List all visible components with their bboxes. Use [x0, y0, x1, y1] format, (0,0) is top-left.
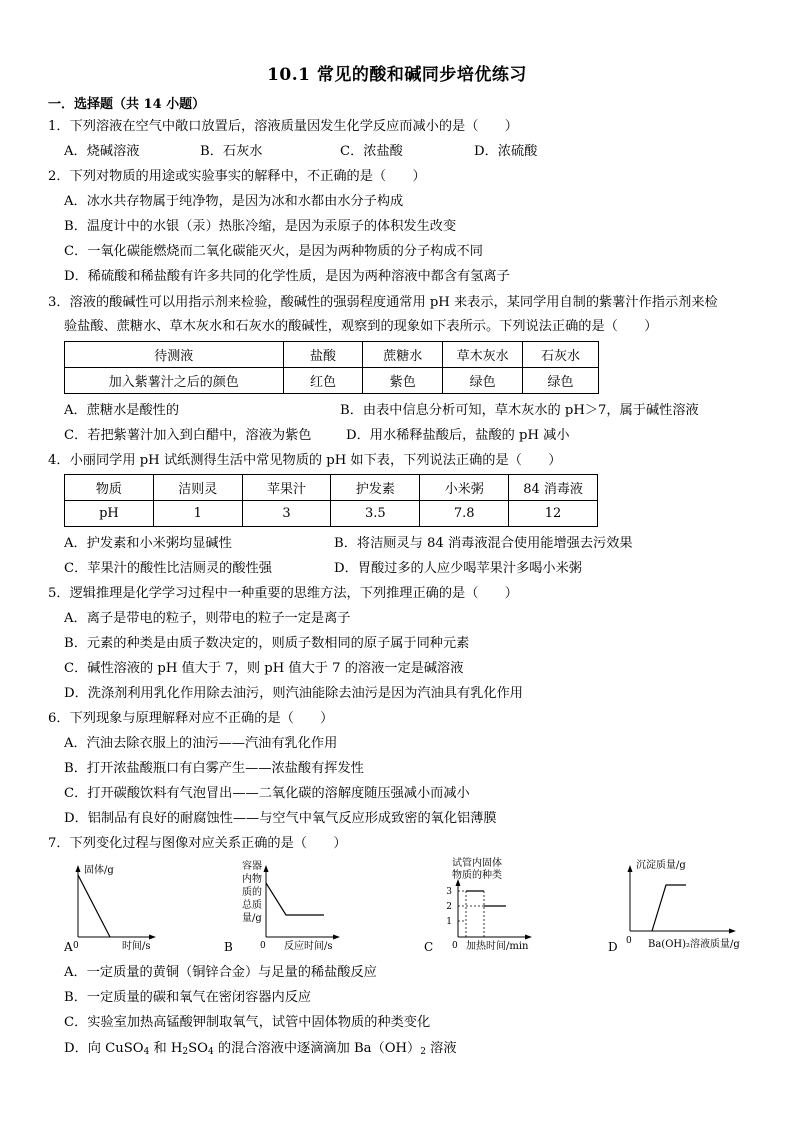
table-cell: 盐酸: [283, 342, 363, 368]
table-cell: 84 消毒液: [509, 475, 598, 501]
table-row: [65, 368, 599, 394]
question-1-stem: 1．下列溶液在空气中敞口放置后，溶液质量因发生化学反应而减小的是（ ）: [48, 119, 518, 134]
subscript: 2: [182, 1047, 189, 1057]
table-cell: 红色: [283, 368, 363, 394]
q3-option-b[interactable]: B．由表中信息分析可知，草木灰水的 pH＞7，属于碱性溶液: [340, 403, 699, 418]
q4-option-c[interactable]: C．苹果汁的酸性比洁厕灵的酸性强: [64, 561, 272, 576]
table-cell: 3: [242, 501, 331, 527]
graph-b: [222, 855, 352, 955]
x-axis-label: Ba(OH)₂溶液质量/g: [648, 939, 740, 950]
curve-line: [78, 875, 110, 937]
q4-option-b[interactable]: B．将洁厕灵与 84 消毒液混合使用能增强去污效果: [334, 536, 633, 551]
q6-option-d[interactable]: D．铝制品有良好的耐腐蚀性——与空气中氧气反应形成致密的氧化铝薄膜: [64, 811, 497, 826]
subscript: 4: [143, 1047, 150, 1057]
curve-line: [266, 883, 324, 915]
table-row: [65, 342, 599, 368]
q1-option-d[interactable]: D．浓硫酸: [474, 144, 538, 159]
x-axis-label: 反应时间/s: [284, 941, 333, 952]
x-axis-arrow: [525, 935, 532, 940]
graph-letter: C: [424, 940, 434, 954]
y-axis-label-line: 质的: [242, 887, 262, 898]
graph-d-svg: [608, 855, 753, 955]
q7-option-d-text: SO: [188, 1041, 208, 1056]
table-row: [65, 501, 598, 527]
q7-option-d-text: 的混合溶液中逐滴滴加 Ba（OH）: [213, 1041, 421, 1056]
y-axis-arrow: [628, 865, 633, 872]
table-cell: 洁则灵: [153, 475, 242, 501]
q6-option-c[interactable]: C．打开碳酸饮料有气泡冒出——二氧化碳的溶解度随压强减小而减小: [64, 786, 470, 801]
graph-a: [64, 855, 184, 955]
q3-option-d[interactable]: D．用水稀释盐酸后，盐酸的 pH 减小: [346, 428, 570, 443]
q3-option-c[interactable]: C．若把紫薯汁加入到白醋中，溶液为紫色: [64, 428, 312, 443]
table-cell: 绿色: [443, 368, 523, 394]
question-5-stem: 5．逻辑推理是化学学习过程中一种重要的思维方法，下列推理正确的是（ ）: [48, 586, 518, 601]
y-axis-label-line: 容器: [242, 861, 262, 872]
q5-option-b[interactable]: B．元素的种类是由质子数决定的，则质子数相同的原子属于同种元素: [64, 636, 470, 651]
q7-option-b[interactable]: B．一定质量的碳和氧气在密闭容器内反应: [64, 990, 312, 1005]
x-axis-arrow: [333, 935, 340, 940]
y-axis-label: 固体/g: [84, 865, 114, 876]
origin-label: 0: [452, 941, 458, 951]
graph-letter: B: [224, 940, 233, 954]
origin-label: 0: [73, 941, 79, 951]
x-axis-label: 时间/s: [122, 941, 151, 952]
y-axis-label-line: 量/g: [242, 913, 262, 924]
question-7-stem: 7．下列变化过程与图像对应关系正确的是（ ）: [48, 836, 347, 851]
graph-c-svg: [422, 855, 542, 955]
q3-table: [64, 341, 599, 394]
y-axis-label-line: 内物: [242, 874, 262, 885]
q5-option-a[interactable]: A．离子是带电的粒子，则带电的粒子一定是离子: [64, 611, 351, 626]
question-2-stem: 2．下列对物质的用途或实验事实的解释中，不正确的是（ ）: [48, 169, 426, 184]
q6-option-b[interactable]: B．打开浓盐酸瓶口有白雾产生——浓盐酸有挥发性: [64, 761, 364, 776]
q3-option-a[interactable]: A．蔗糖水是酸性的: [64, 403, 180, 418]
table-cell: 紫色: [363, 368, 443, 394]
graph-letter: A: [64, 940, 73, 954]
table-row: [65, 475, 598, 501]
y-axis-label: 沉淀质量/g: [636, 860, 686, 871]
curve-line: [652, 885, 686, 931]
question-3-stem-line1: 3．溶液的酸碱性可以用指示剂来检验，酸碱性的强弱程度通常用 pH 来表示，某同学用自制的紫薯汁作指示剂来检: [48, 295, 718, 310]
q6-option-a[interactable]: A．汽油去除衣服上的油污——汽油有乳化作用: [64, 736, 338, 751]
x-axis-label: 加热时间/min: [466, 941, 529, 952]
q7-option-d-text: D．向 CuSO: [64, 1041, 144, 1056]
page-title: 10.1 常见的酸和碱同步培优练习: [267, 65, 527, 85]
q5-option-d[interactable]: D．洗涤剂利用乳化作用除去油污，则汽油能除去油污是因为汽油具有乳化作用: [64, 686, 523, 701]
subscript: 4: [207, 1047, 214, 1057]
table-cell: 苹果汁: [242, 475, 331, 501]
table-cell: 待测液: [65, 342, 284, 368]
y-axis-label-line: 试管内固体: [452, 858, 502, 869]
table-cell: 护发素: [331, 475, 420, 501]
y-axis-label-line: 总质: [242, 900, 262, 911]
table-cell: 1: [153, 501, 242, 527]
q2-option-b[interactable]: B．温度计中的水银（汞）热胀冷缩，是因为汞原子的体积发生改变: [64, 219, 457, 234]
table-cell: 绿色: [523, 368, 599, 394]
table-cell: pH: [65, 501, 154, 527]
y-axis-label-line: 物质的种类: [452, 870, 502, 881]
q5-option-c[interactable]: C．碱性溶液的 pH 值大于 7，则 pH 值大于 7 的溶液一定是碱溶液: [64, 661, 464, 676]
tick-label: 3: [446, 887, 452, 897]
tick-label: 1: [446, 917, 452, 927]
y-axis-arrow: [76, 865, 81, 872]
section-heading: 一．选择题（共 14 小题）: [48, 97, 206, 112]
q4-option-a[interactable]: A．护发素和小米粥均显碱性: [64, 536, 232, 551]
question-3-stem-line2: 验盐酸、蔗糖水、草木灰水和石灰水的酸碱性，观察到的现象如下表所示。下列说法正确的是（ ）: [64, 319, 658, 334]
q4-table: [64, 474, 598, 527]
subscript: 2: [420, 1047, 426, 1057]
q2-option-a[interactable]: A．冰水共存物属于纯净物，是因为冰和水都由水分子构成: [64, 194, 404, 209]
y-axis-arrow: [264, 865, 269, 872]
q1-option-c[interactable]: C．浓盐酸: [340, 144, 403, 159]
origin-label: 0: [260, 941, 266, 951]
graph-c: [422, 855, 542, 955]
q7-option-d-text: 和 H: [149, 1041, 183, 1056]
table-cell: 3.5: [331, 501, 420, 527]
tick-label: 2: [446, 902, 452, 912]
table-cell: 7.8: [420, 501, 509, 527]
question-6-stem: 6．下列现象与原理解释对应不正确的是（ ）: [48, 711, 334, 726]
q2-option-d[interactable]: D．稀硫酸和稀盐酸有许多共同的化学性质，是因为两种溶液中都含有氢离子: [64, 269, 510, 284]
table-cell: 小米粥: [420, 475, 509, 501]
x-axis-arrow: [729, 929, 736, 934]
table-cell: 蔗糖水: [363, 342, 443, 368]
graph-letter: D: [608, 940, 618, 954]
graph-d: [608, 855, 753, 955]
table-cell: 加入紫薯汁之后的颜色: [65, 368, 284, 394]
graph-a-svg: [64, 855, 184, 955]
q1-option-a[interactable]: A．烧碱溶液: [64, 144, 140, 159]
q7-option-c[interactable]: C．实验室加热高锰酸钾制取氧气，试管中固体物质的种类变化: [64, 1015, 431, 1030]
q7-option-d[interactable]: [64, 1040, 457, 1061]
x-axis-arrow: [149, 935, 156, 940]
q7-option-a[interactable]: A．一定质量的黄铜（铜锌合金）与足量的稀盐酸反应: [64, 965, 377, 980]
q2-option-c[interactable]: C．一氧化碳能燃烧而二氧化碳能灭火，是因为两种物质的分子构成不同: [64, 244, 483, 259]
q4-option-d[interactable]: D．胃酸过多的人应少喝苹果汁多喝小米粥: [334, 561, 582, 576]
table-cell: 12: [509, 501, 598, 527]
question-4-stem: 4．小丽同学用 pH 试纸测得生活中常见物质的 pH 如下表，下列说法正确的是（ ）: [48, 453, 562, 468]
origin-label: 0: [626, 936, 632, 946]
table-cell: 草木灰水: [443, 342, 523, 368]
q1-option-b[interactable]: B．石灰水: [200, 144, 263, 159]
q7-option-d-text: 溶液: [425, 1041, 457, 1056]
table-cell: 石灰水: [523, 342, 599, 368]
table-cell: 物质: [65, 475, 154, 501]
graph-b-svg: [222, 855, 352, 955]
